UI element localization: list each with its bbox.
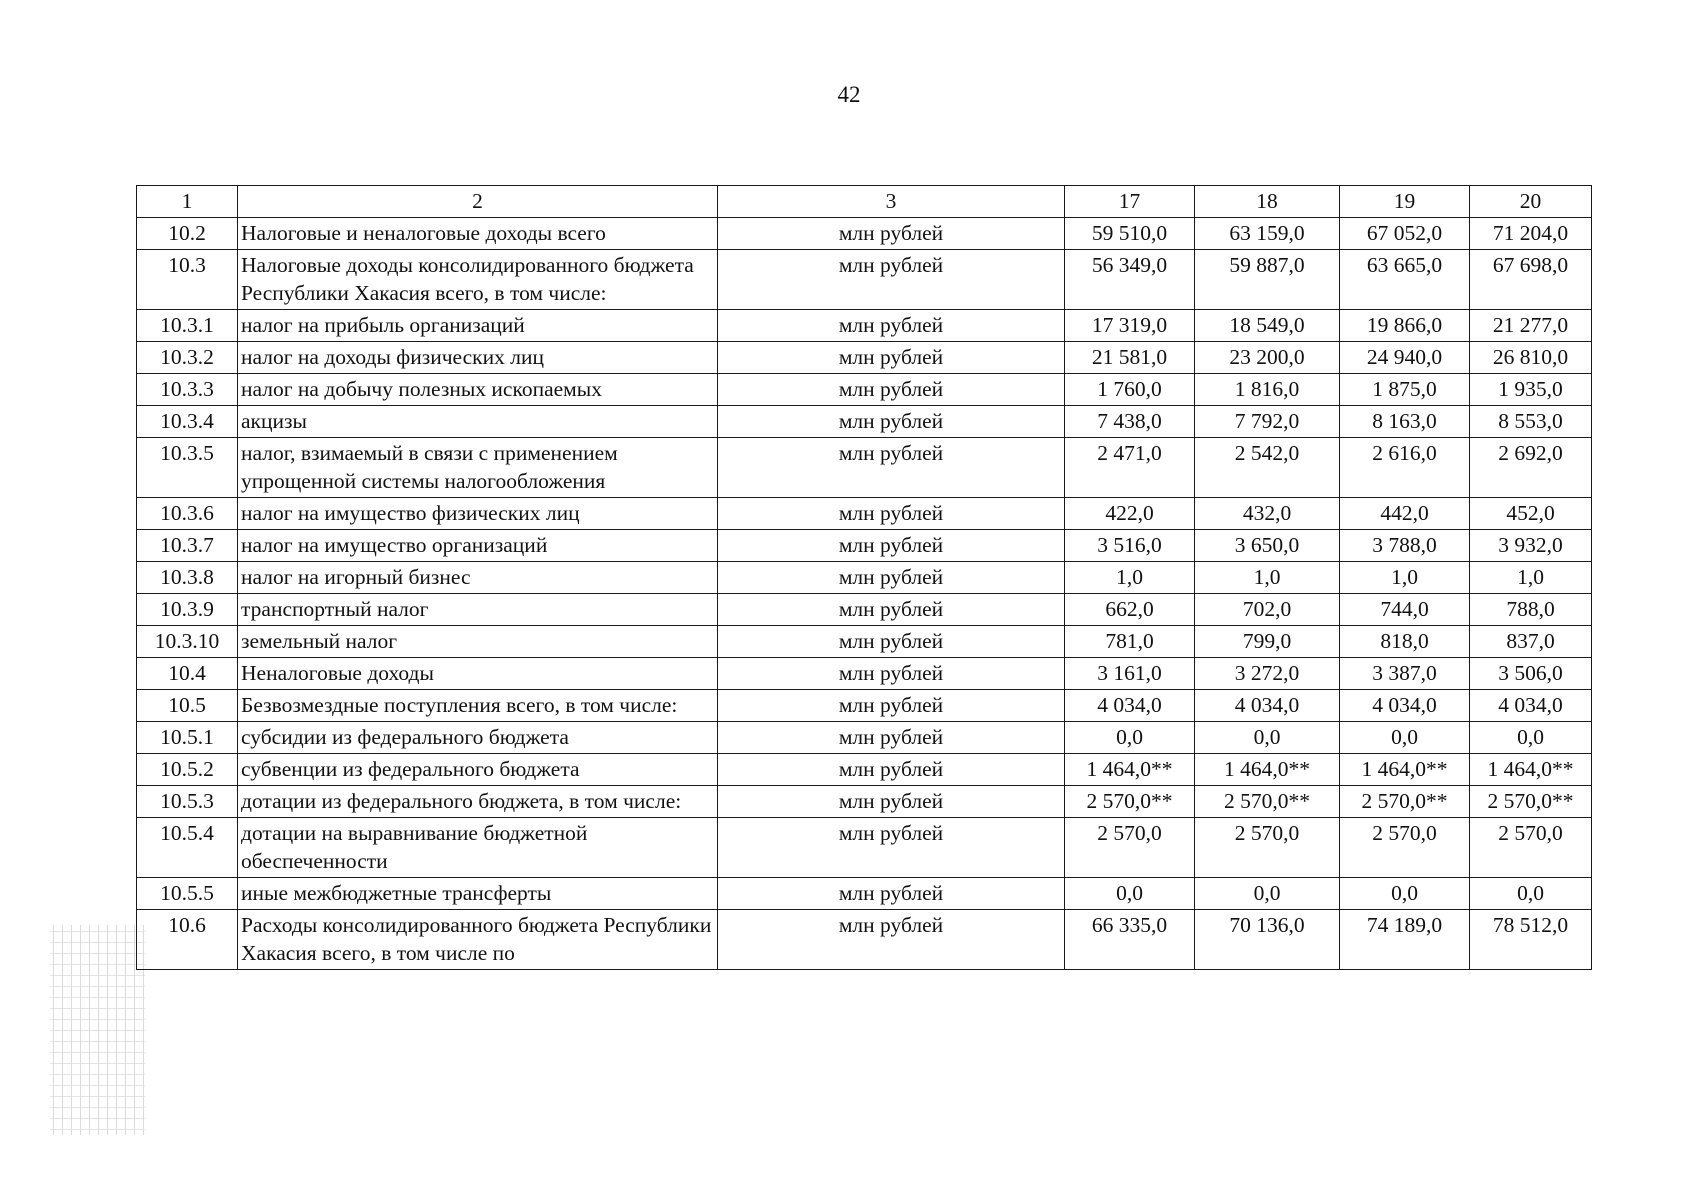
value-20: 0,0 xyxy=(1470,722,1592,754)
table-header-row xyxy=(137,186,1592,218)
row-name: транспортный налог xyxy=(238,594,718,626)
value-20: 0,0 xyxy=(1470,878,1592,910)
row-number: 10.4 xyxy=(137,658,238,690)
row-unit: млн рублей xyxy=(718,310,1065,342)
row-number: 10.3.10 xyxy=(137,626,238,658)
row-name: налог, взимаемый в связи с применением упрощенной системы налогообложения xyxy=(238,438,718,498)
row-name: земельный налог xyxy=(238,626,718,658)
row-unit: млн рублей xyxy=(718,438,1065,498)
header-cell: 18 xyxy=(1195,186,1340,218)
value-19: 0,0 xyxy=(1340,722,1470,754)
value-18: 18 549,0 xyxy=(1195,310,1340,342)
table-row xyxy=(137,818,1592,878)
row-number: 10.5 xyxy=(137,690,238,722)
value-18: 1,0 xyxy=(1195,562,1340,594)
row-unit: млн рублей xyxy=(718,498,1065,530)
value-17: 0,0 xyxy=(1065,722,1195,754)
value-20: 78 512,0 xyxy=(1470,910,1592,970)
table-row xyxy=(137,562,1592,594)
table-row xyxy=(137,690,1592,722)
table-row xyxy=(137,878,1592,910)
table-row xyxy=(137,342,1592,374)
value-19: 24 940,0 xyxy=(1340,342,1470,374)
value-19: 442,0 xyxy=(1340,498,1470,530)
row-unit: млн рублей xyxy=(718,342,1065,374)
row-number: 10.3.2 xyxy=(137,342,238,374)
value-20: 2 570,0** xyxy=(1470,786,1592,818)
value-19: 1 464,0** xyxy=(1340,754,1470,786)
header-cell: 1 xyxy=(137,186,238,218)
table-row xyxy=(137,498,1592,530)
row-number: 10.5.1 xyxy=(137,722,238,754)
value-17: 3 161,0 xyxy=(1065,658,1195,690)
value-20: 1 464,0** xyxy=(1470,754,1592,786)
value-17: 4 034,0 xyxy=(1065,690,1195,722)
budget-table-container xyxy=(136,185,1591,970)
row-number: 10.5.3 xyxy=(137,786,238,818)
value-18: 70 136,0 xyxy=(1195,910,1340,970)
row-number: 10.3 xyxy=(137,250,238,310)
table-row xyxy=(137,722,1592,754)
header-cell: 2 xyxy=(238,186,718,218)
row-name: дотации на выравнивание бюджетной обеспеченности xyxy=(238,818,718,878)
row-name: иные межбюджетные трансферты xyxy=(238,878,718,910)
value-19: 818,0 xyxy=(1340,626,1470,658)
value-20: 452,0 xyxy=(1470,498,1592,530)
row-number: 10.3.8 xyxy=(137,562,238,594)
row-number: 10.3.5 xyxy=(137,438,238,498)
value-19: 3 387,0 xyxy=(1340,658,1470,690)
row-unit: млн рублей xyxy=(718,754,1065,786)
row-unit: млн рублей xyxy=(718,786,1065,818)
header-cell: 3 xyxy=(718,186,1065,218)
row-number: 10.3.9 xyxy=(137,594,238,626)
value-17: 0,0 xyxy=(1065,878,1195,910)
value-18: 0,0 xyxy=(1195,722,1340,754)
table-row xyxy=(137,218,1592,250)
row-unit: млн рублей xyxy=(718,910,1065,970)
value-17: 3 516,0 xyxy=(1065,530,1195,562)
row-unit: млн рублей xyxy=(718,818,1065,878)
value-18: 2 570,0 xyxy=(1195,818,1340,878)
value-18: 23 200,0 xyxy=(1195,342,1340,374)
value-19: 4 034,0 xyxy=(1340,690,1470,722)
value-18: 63 159,0 xyxy=(1195,218,1340,250)
value-20: 3 932,0 xyxy=(1470,530,1592,562)
row-unit: млн рублей xyxy=(718,406,1065,438)
value-19: 2 616,0 xyxy=(1340,438,1470,498)
table-row xyxy=(137,786,1592,818)
row-unit: млн рублей xyxy=(718,594,1065,626)
row-number: 10.3.4 xyxy=(137,406,238,438)
value-17: 7 438,0 xyxy=(1065,406,1195,438)
row-number: 10.6 xyxy=(137,910,238,970)
value-17: 1 760,0 xyxy=(1065,374,1195,406)
row-name: Расходы консолидированного бюджета Республики Хакасия всего, в том числе по xyxy=(238,910,718,970)
row-number: 10.3.6 xyxy=(137,498,238,530)
row-name: налог на имущество организаций xyxy=(238,530,718,562)
value-19: 3 788,0 xyxy=(1340,530,1470,562)
row-unit: млн рублей xyxy=(718,218,1065,250)
row-unit: млн рублей xyxy=(718,690,1065,722)
value-19: 8 163,0 xyxy=(1340,406,1470,438)
value-20: 21 277,0 xyxy=(1470,310,1592,342)
value-18: 59 887,0 xyxy=(1195,250,1340,310)
budget-table xyxy=(136,185,1592,970)
value-20: 1 935,0 xyxy=(1470,374,1592,406)
value-20: 71 204,0 xyxy=(1470,218,1592,250)
table-row xyxy=(137,658,1592,690)
value-17: 2 570,0** xyxy=(1065,786,1195,818)
value-18: 702,0 xyxy=(1195,594,1340,626)
row-number: 10.2 xyxy=(137,218,238,250)
value-18: 799,0 xyxy=(1195,626,1340,658)
row-name: налог на добычу полезных ископаемых xyxy=(238,374,718,406)
value-20: 67 698,0 xyxy=(1470,250,1592,310)
value-17: 2 471,0 xyxy=(1065,438,1195,498)
value-19: 19 866,0 xyxy=(1340,310,1470,342)
value-17: 662,0 xyxy=(1065,594,1195,626)
row-unit: млн рублей xyxy=(718,250,1065,310)
value-18: 3 650,0 xyxy=(1195,530,1340,562)
value-17: 422,0 xyxy=(1065,498,1195,530)
page-number: 42 xyxy=(837,82,861,107)
value-17: 17 319,0 xyxy=(1065,310,1195,342)
row-number: 10.5.2 xyxy=(137,754,238,786)
row-unit: млн рублей xyxy=(718,562,1065,594)
value-17: 781,0 xyxy=(1065,626,1195,658)
value-17: 56 349,0 xyxy=(1065,250,1195,310)
row-name: Безвозмездные поступления всего, в том числе: xyxy=(238,690,718,722)
row-number: 10.5.4 xyxy=(137,818,238,878)
value-17: 1,0 xyxy=(1065,562,1195,594)
value-18: 1 816,0 xyxy=(1195,374,1340,406)
table-row xyxy=(137,310,1592,342)
value-19: 63 665,0 xyxy=(1340,250,1470,310)
row-number: 10.3.1 xyxy=(137,310,238,342)
table-row xyxy=(137,594,1592,626)
row-name: налог на доходы физических лиц xyxy=(238,342,718,374)
value-19: 1,0 xyxy=(1340,562,1470,594)
header-cell: 20 xyxy=(1470,186,1592,218)
value-18: 3 272,0 xyxy=(1195,658,1340,690)
row-name: дотации из федерального бюджета, в том числе: xyxy=(238,786,718,818)
row-number: 10.3.7 xyxy=(137,530,238,562)
row-unit: млн рублей xyxy=(718,658,1065,690)
table-row xyxy=(137,250,1592,310)
value-19: 0,0 xyxy=(1340,878,1470,910)
value-19: 1 875,0 xyxy=(1340,374,1470,406)
value-20: 4 034,0 xyxy=(1470,690,1592,722)
row-unit: млн рублей xyxy=(718,722,1065,754)
value-20: 1,0 xyxy=(1470,562,1592,594)
row-number: 10.5.5 xyxy=(137,878,238,910)
value-17: 2 570,0 xyxy=(1065,818,1195,878)
value-17: 1 464,0** xyxy=(1065,754,1195,786)
value-17: 66 335,0 xyxy=(1065,910,1195,970)
table-row xyxy=(137,406,1592,438)
value-17: 21 581,0 xyxy=(1065,342,1195,374)
value-20: 3 506,0 xyxy=(1470,658,1592,690)
value-18: 7 792,0 xyxy=(1195,406,1340,438)
value-18: 432,0 xyxy=(1195,498,1340,530)
row-name: Налоговые и неналоговые доходы всего xyxy=(238,218,718,250)
row-name: акцизы xyxy=(238,406,718,438)
header-cell: 17 xyxy=(1065,186,1195,218)
table-row xyxy=(137,438,1592,498)
value-17: 59 510,0 xyxy=(1065,218,1195,250)
value-19: 67 052,0 xyxy=(1340,218,1470,250)
value-20: 8 553,0 xyxy=(1470,406,1592,438)
header-cell: 19 xyxy=(1340,186,1470,218)
row-name: Налоговые доходы консолидированного бюджета Республики Хакасия всего, в том числе: xyxy=(238,250,718,310)
row-number: 10.3.3 xyxy=(137,374,238,406)
value-18: 4 034,0 xyxy=(1195,690,1340,722)
value-19: 2 570,0** xyxy=(1340,786,1470,818)
row-name: субвенции из федерального бюджета xyxy=(238,754,718,786)
row-name: субсидии из федерального бюджета xyxy=(238,722,718,754)
value-20: 2 570,0 xyxy=(1470,818,1592,878)
value-20: 26 810,0 xyxy=(1470,342,1592,374)
value-20: 788,0 xyxy=(1470,594,1592,626)
table-row xyxy=(137,910,1592,970)
row-name: Неналоговые доходы xyxy=(238,658,718,690)
value-19: 744,0 xyxy=(1340,594,1470,626)
row-name: налог на игорный бизнес xyxy=(238,562,718,594)
value-18: 2 542,0 xyxy=(1195,438,1340,498)
table-row xyxy=(137,374,1592,406)
value-19: 74 189,0 xyxy=(1340,910,1470,970)
value-18: 1 464,0** xyxy=(1195,754,1340,786)
table-row xyxy=(137,626,1592,658)
row-unit: млн рублей xyxy=(718,878,1065,910)
scan-artifact xyxy=(50,925,145,1135)
row-unit: млн рублей xyxy=(718,374,1065,406)
row-name: налог на прибыль организаций xyxy=(238,310,718,342)
row-name: налог на имущество физических лиц xyxy=(238,498,718,530)
value-18: 0,0 xyxy=(1195,878,1340,910)
value-20: 837,0 xyxy=(1470,626,1592,658)
table-row xyxy=(137,754,1592,786)
row-unit: млн рублей xyxy=(718,626,1065,658)
row-unit: млн рублей xyxy=(718,530,1065,562)
value-19: 2 570,0 xyxy=(1340,818,1470,878)
table-row xyxy=(137,530,1592,562)
value-20: 2 692,0 xyxy=(1470,438,1592,498)
value-18: 2 570,0** xyxy=(1195,786,1340,818)
